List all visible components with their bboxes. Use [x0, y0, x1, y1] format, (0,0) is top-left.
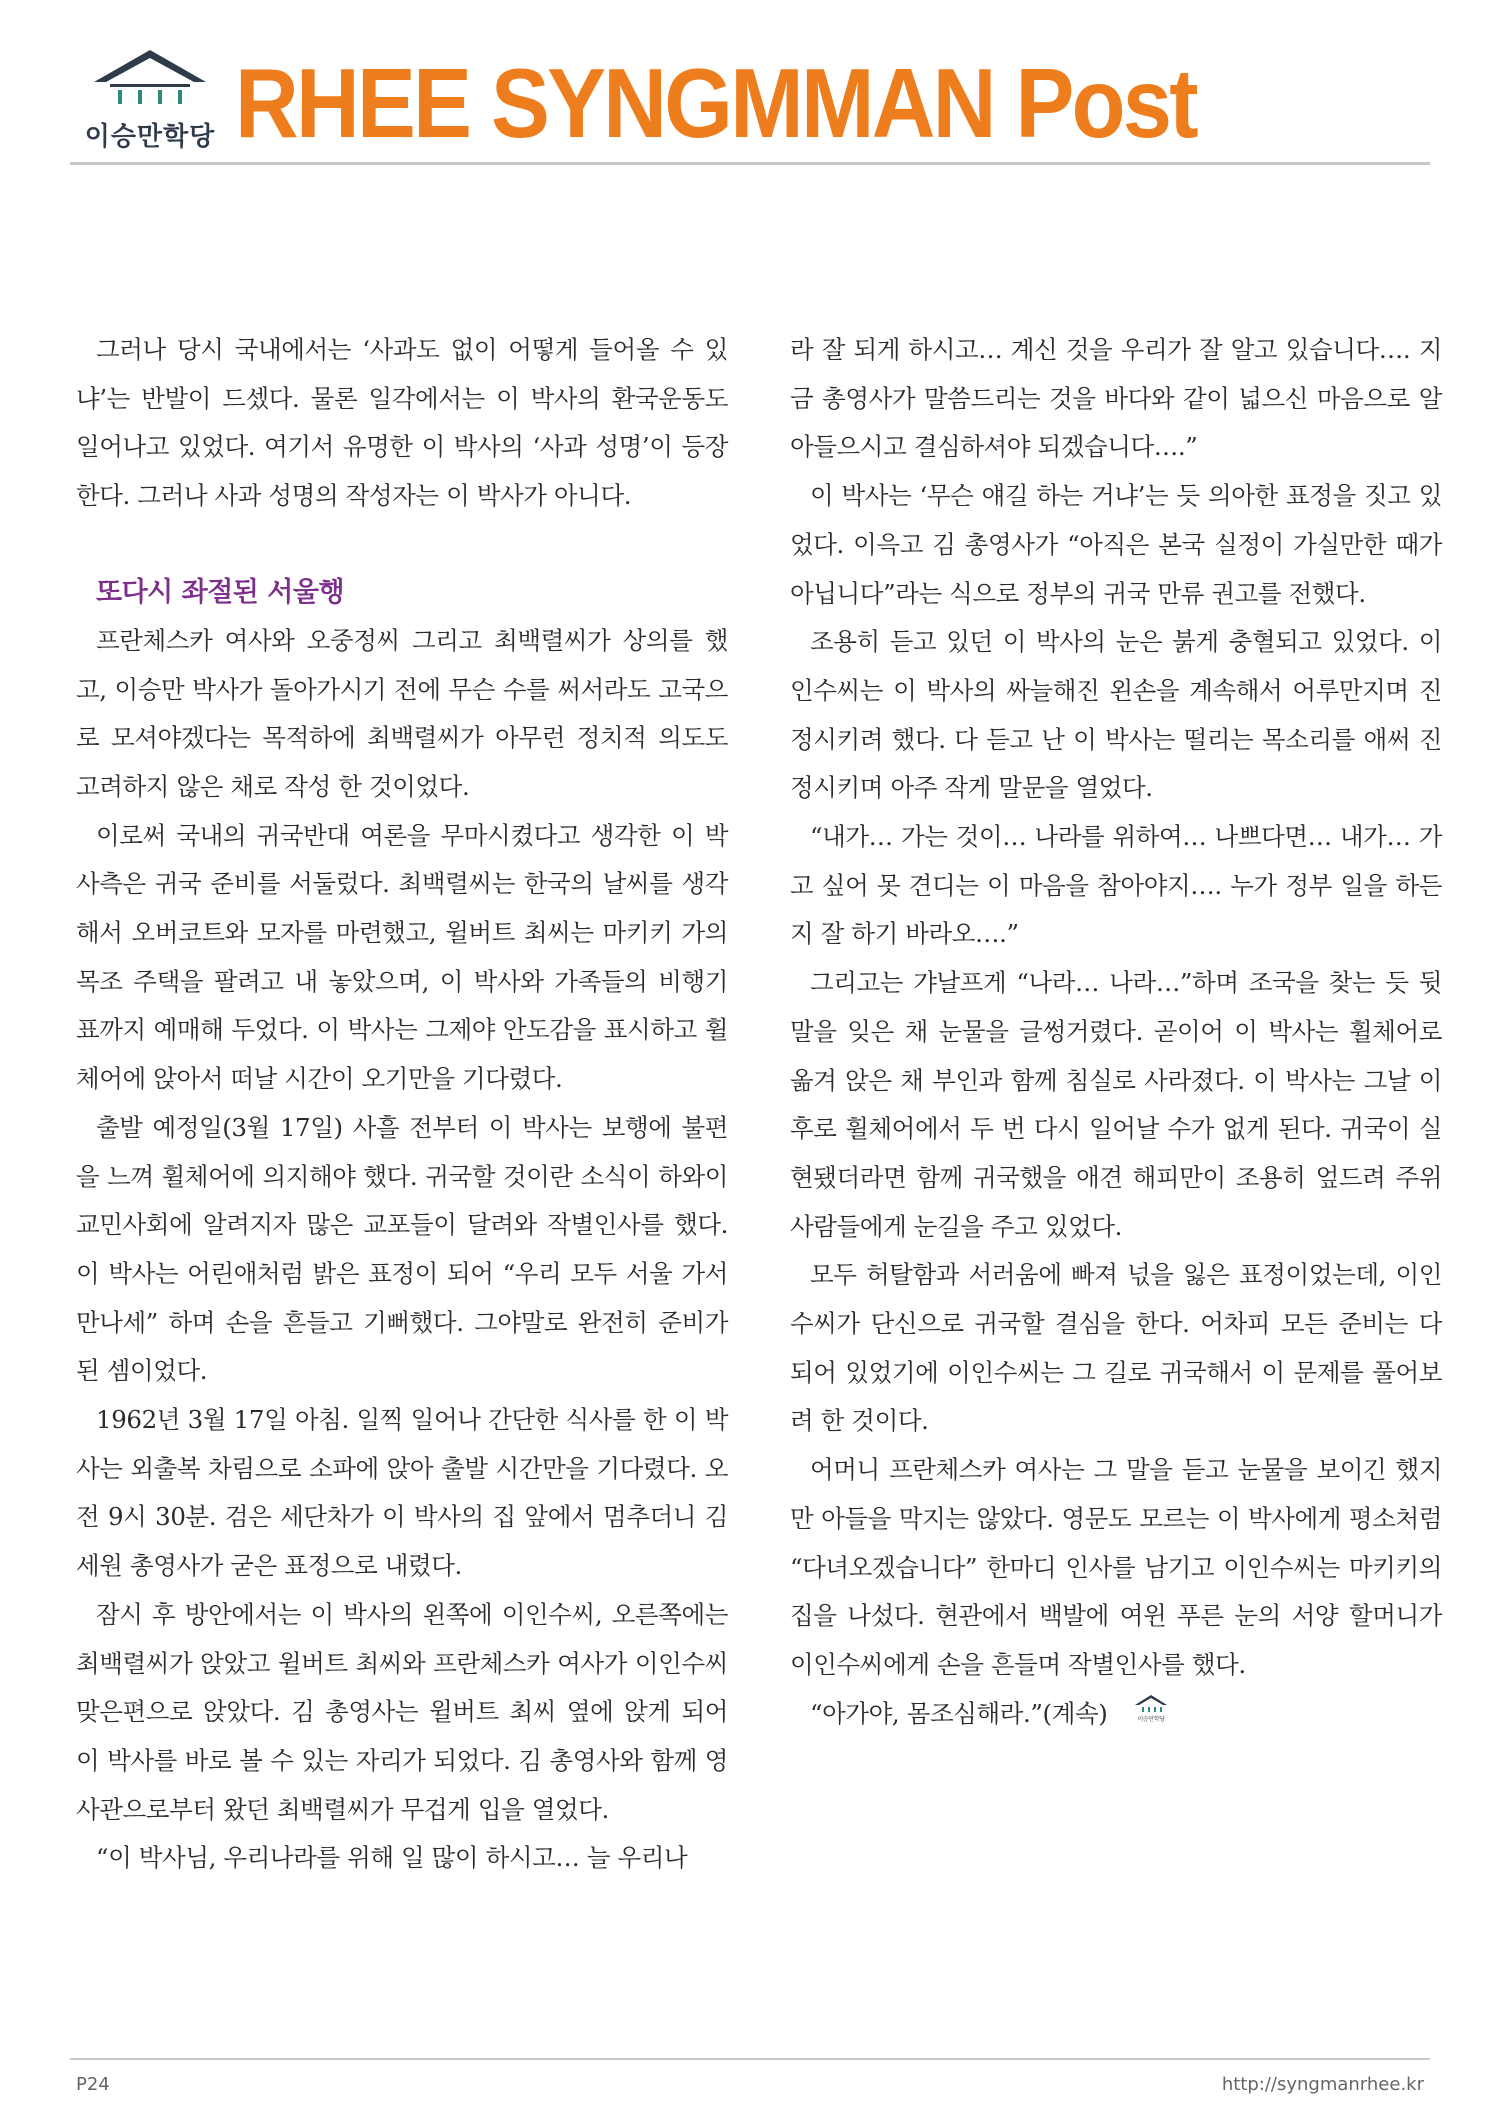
closing-paragraph: [790, 1690, 1442, 1740]
logo: [70, 48, 230, 158]
article-paragraph: 1962년 3월 17일 아침. 일찍 일어나 간단한 식사를 한 이 박사는 외출복 차림으로 소파에 앉아 출발 시간만을 기다렸다. 오전 9시 30분. 검은 세단차가 이 박사의 집 앞에서 멈추더니 김세원 총영사가 굳은 표정으로 내렸다.: [76, 1405, 728, 1581]
article-paragraph: “내가… 가는 것이… 나라를 위하여… 나쁘다면… 내가… 가고 싶어 못 견디는 이 마음을 참아야지…. 누가 정부 일을 하든지 잘 하기 바라오….”: [790, 822, 1442, 949]
article-paragraph: 모두 허탈함과 서러움에 빠져 넋을 잃은 표정이었는데, 이인수씨가 단신으로 귀국할 결심을 한다. 어차피 모든 준비는 다 되어 있었기에 이인수씨는 그 길로 귀국해서 이 문제를 풀어보려 한 것이다.: [790, 1260, 1442, 1436]
article-paragraph: 프란체스카 여사와 오중정씨 그리고 최백렬씨가 상의를 했고, 이승만 박사가 돌아가시기 전에 무슨 수를 써서라도 고국으로 모셔야겠다는 목적하에 최백렬씨가 아무런 정치적 의도도 고려하지 않은 채로 작성 한 것이었다.: [76, 625, 728, 801]
house-logo-icon: [1133, 1693, 1169, 1723]
article-column-right: [790, 326, 1442, 1740]
closing-line: “아가야, 몸조심해라.”(계속): [810, 1698, 1108, 1728]
page-number: P24: [76, 2074, 110, 2095]
article-paragraph: 출발 예정일(3월 17일) 사흘 전부터 이 박사는 보행에 불편을 느껴 휠체어에 의지해야 했다. 귀국할 것이란 소식이 하와이 교민사회에 알려지자 많은 교포들이 달려와 작별인사를 했다. 이 박사는 어린애처럼 밝은 표정이 되어 “우리 모두 서울 가서 만나세” 하며 손을 흔들고 기뻐했다. 그야말로 완전히 준비가 된 셈이었다.: [76, 1112, 728, 1386]
article-paragraph-continued: 라 잘 되게 하시고… 계신 것을 우리가 잘 알고 있습니다…. 지금 총영사가 말씀드리는 것을 바다와 같이 넓으신 마음으로 알아들으시고 결심하셔야 되겠습니다….”: [790, 335, 1442, 462]
footer-divider: [70, 2058, 1430, 2060]
end-mark-logo: [1113, 1691, 1169, 1740]
publication-title: RHEE SYNGMMAN Post: [235, 48, 1196, 158]
section-heading: 또다시 좌절된 서울행: [96, 576, 345, 608]
article-paragraph: 이 박사는 ‘무슨 얘길 하는 거냐’는 듯 의아한 표정을 짓고 있었다. 이윽고 김 총영사가 “아직은 본국 실정이 가실만한 때가 아닙니다”라는 식으로 정부의 귀국 만류 권고를 전했다.: [790, 481, 1442, 608]
masthead-header: [70, 48, 1430, 168]
header-divider: [70, 162, 1430, 165]
website-url: http://syngmanrhee.kr: [1221, 2074, 1424, 2095]
article-paragraph: “이 박사님, 우리나라를 위해 일 많이 하시고… 늘 우리나: [96, 1843, 688, 1873]
article-paragraph: 그러나 당시 국내에서는 ‘사과도 없이 어떻게 들어올 수 있냐’는 반발이 드셌다. 물론 일각에서는 이 박사의 환국운동도 일어나고 있었다. 여기서 유명한 이 박사의 ‘사과 성명’이 등장한다. 그러나 사과 성명의 작성자는 이 박사가 아니다.: [76, 335, 728, 511]
article-paragraph: 그리고는 갸날프게 “나라… 나라…”하며 조국을 찾는 듯 뒷말을 잊은 채 눈물을 글썽거렸다. 곧이어 이 박사는 휠체어로 옮겨 앉은 채 부인과 함께 침실로 사라졌다. 이 박사는 그날 이후로 휠체어에서 두 번 다시 일어날 수가 없게 된다. 귀국이 실현됐더라면 함께 귀국했을 애견 해피만이 조용히 엎드려 주위 사람들에게 눈길을 주고 있었다.: [790, 968, 1442, 1241]
article-paragraph: 어머니 프란체스카 여사는 그 말을 듣고 눈물을 보이긴 했지만 아들을 막지는 않았다. 영문도 모르는 이 박사에게 평소처럼 “다녀오겠습니다” 한마디 인사를 남기고 이인수씨는 마키키의 집을 나섰다. 현관에서 백발에 여윈 푸른 눈의 서양 할머니가 이인수씨에게 손을 흔들며 작별인사를 했다.: [790, 1455, 1442, 1679]
logo-text: 이승만학당: [84, 122, 216, 152]
article-paragraph: 조용히 듣고 있던 이 박사의 눈은 붉게 충혈되고 있었다. 이인수씨는 이 박사의 싸늘해진 왼손을 계속해서 어루만지며 진정시키려 했다. 다 듣고 난 이 박사는 떨리는 목소리를 애써 진정시키며 아주 작게 말문을 열었다.: [790, 627, 1442, 803]
article-paragraph: 잠시 후 방안에서는 이 박사의 왼쪽에 이인수씨, 오른쪽에는 최백렬씨가 앉았고 윌버트 최씨와 프란체스카 여사가 이인수씨 맞은편으로 앉았다. 김 총영사는 윌버트 최씨 옆에 앉게 되어 이 박사를 바로 볼 수 있는 자리가 되었다. 김 총영사와 함께 영사관으로부터 왔던 최백렬씨가 무겁게 입을 열었다.: [76, 1599, 728, 1824]
end-logo-text: 이승만학당: [1137, 1715, 1165, 1723]
house-logo-icon: [90, 48, 210, 114]
article-column-left: [76, 326, 728, 1883]
article-paragraph: 이로써 국내의 귀국반대 여론을 무마시켰다고 생각한 이 박사측은 귀국 준비를 서둘렀다. 최백렬씨는 한국의 날씨를 생각해서 오버코트와 모자를 마련했고, 윌버트 최씨는 마키키 가의 목조 주택을 팔려고 내 놓았으며, 이 박사와 가족들의 비행기 표까지 예매해 두었다. 이 박사는 그제야 안도감을 표시하고 휠체어에 앉아서 떠날 시간이 오기만을 기다렸다.: [76, 820, 728, 1094]
